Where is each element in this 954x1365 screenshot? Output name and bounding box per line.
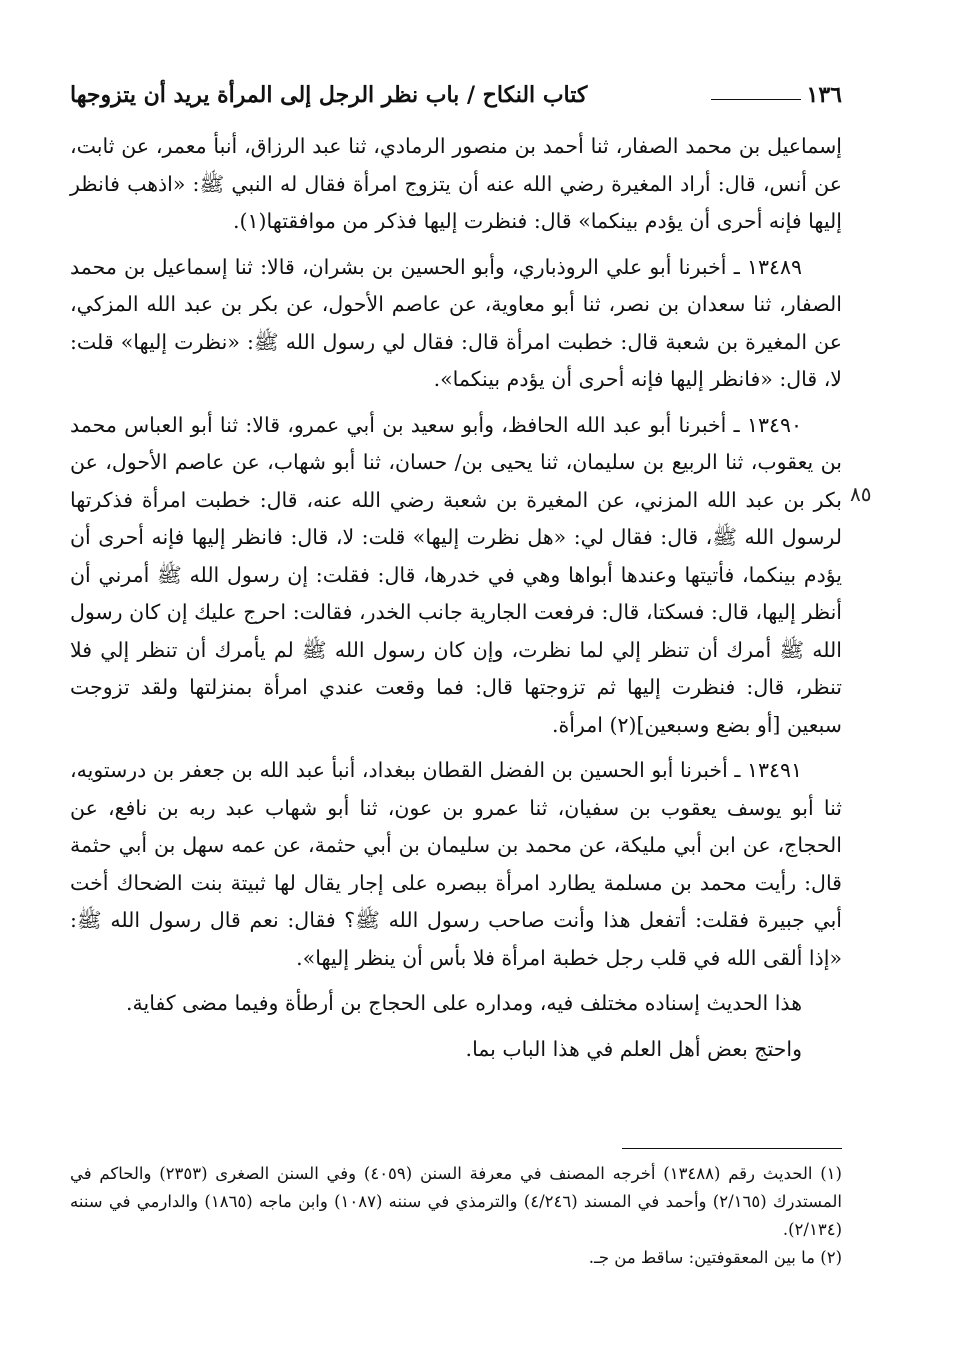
- footnote-separator: [622, 1148, 842, 1149]
- paragraph-continuation: إسماعيل بن محمد الصفار، ثنا أحمد بن منصور الرمادي، ثنا عبد الرزاق، أنبأ معمر، عن ثابت، عن أنس، قال: أراد المغيرة رضي الله عنه أن يتزوج امرأة فقال له النبي ﷺ: «اذهب فانظر إليها فإنه أحرى أن يؤدم بينكما» قال: فنظرت إليها فذكر من موافقتها(١).: [70, 134, 842, 233]
- footnotes: [70, 1160, 842, 1272]
- footnote-1: (١) الحديث رقم (١٣٤٨٨) أخرجه المصنف في معرفة السنن (٤٠٥٩) وفي السنن الصغرى (٢٣٥٣) والحاكم في المستدرك (٢/١٦٥) وأحمد في المسند (٤/٢٤٦) والترمذي في سننه (١٠٨٧) وابن ماجه (١٨٦٥) والدارمي في سننه (٢/١٣٤).: [70, 1164, 842, 1239]
- hadith-13489: ١٣٤٨٩ ـ أخبرنا أبو علي الروذباري، وأبو الحسين بن بشران، قالا: ثنا إسماعيل بن محمد الصفار، ثنا سعدان بن نصر، ثنا أبو معاوية، عن عاصم الأحول، عن بكر بن عبد الله المزكي، عن المغيرة بن شعبة قال: خطبت امرأة قال: فقال لي رسول الله ﷺ: «نظرت إليها» قلت: لا، قال: «فانظر إليها فإنه أحرى أن يؤدم بينكما».: [70, 254, 842, 391]
- closing-paragraph: واحتج بعض أهل العلم في هذا الباب بما.: [465, 1036, 802, 1061]
- main-text: [70, 128, 842, 1076]
- margin-page-marker: ٨٥: [850, 482, 872, 506]
- running-head: [70, 68, 842, 108]
- header-rule: [711, 99, 801, 100]
- commentary-paragraph: هذا الحديث إسناده مختلف فيه، ومداره على الحجاج بن أرطأة وفيما مضى كفاية.: [126, 991, 802, 1015]
- page-number: ١٣٦: [806, 82, 842, 108]
- footnote-2: (٢) ما بين المعقوفتين: ساقط من جـ.: [588, 1248, 842, 1267]
- hadith-13491: ١٣٤٩١ ـ أخبرنا أبو الحسين بن الفضل القطان ببغداد، أنبأ عبد الله بن جعفر بن درستويه، ثنا أبو يوسف يعقوب بن سفيان، ثنا عمرو بن عون، ثنا أبو شهاب عبد ربه بن نافع، عن الحجاج، عن ابن أبي مليكة، عن محمد بن سليمان بن أبي حثمة، عن عمه سهل بن أبي حثمة قال: رأيت محمد بن مسلمة يطارد امرأة ببصره على إجار يقال لها ثبيتة بنت الضحاك أخت أبي جبيرة فقلت: أتفعل هذا وأنت صاحب رسول الله ﷺ؟ فقال: نعم قال رسول الله ﷺ: «إذا ألقى الله في قلب رجل خطبة امرأة فلا بأس أن ينظر إليها».: [70, 758, 842, 970]
- running-title: كتاب النكاح / باب نظر الرجل إلى المرأة يريد أن يتزوجها: [70, 82, 588, 108]
- hadith-13490: ١٣٤٩٠ ـ أخبرنا أبو عبد الله الحافظ، وأبو سعيد بن أبي عمرو، قالا: ثنا أبو العباس محمد بن يعقوب، ثنا الربيع بن سليمان، ثنا يحيى بن/ حسان، ثنا أبو شهاب، عن عاصم الأحول، عن بكر بن عبد الله المزني، عن المغيرة بن شعبة رضي الله عنه، قال: خطبت امرأة فذكرتها لرسول الله ﷺ، قال: فقال لي: «هل نظرت إليها» قلت: لا، قال: فانظر إليها فإنه أحرى أن يؤدم بينكما، فأتيتها وعندها أبواها وهي في خدرها، قال: فقلت: إن رسول الله ﷺ أمرني أن أنظر إليها، قال: فسكتا، قال: فرفعت الجارية جانب الخدر، فقالت: احرج عليك إن كان رسول الله ﷺ أمرك أن تنظر إلي لما نظرت، وإن كان رسول الله ﷺ لم يأمرك أن تنظر إلي فلا تنظر، قال: فنظرت إليها ثم تزوجتها قال: فما وقعت عندي امرأة بمنزلتها ولقد تزوجت سبعين [أو بضع وسبعين](٢) امرأة.: [70, 412, 843, 737]
